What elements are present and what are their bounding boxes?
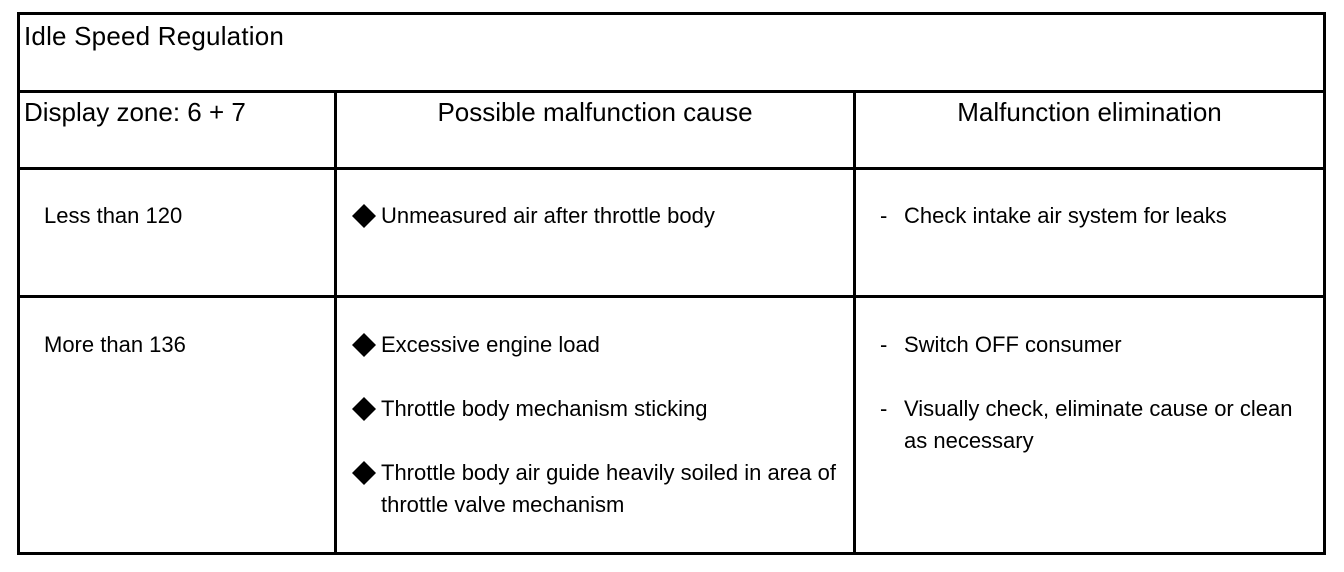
idle-speed-table bbox=[17, 12, 1326, 555]
elimination-text: Visually check, eliminate cause or clean as necessary bbox=[904, 396, 1293, 453]
elimination-cell bbox=[855, 297, 1325, 554]
cause-text: Throttle body mechanism sticking bbox=[381, 396, 708, 421]
cause-item bbox=[351, 393, 839, 425]
table-title: Idle Speed Regulation bbox=[19, 14, 1325, 92]
cause-cell bbox=[336, 169, 855, 297]
zone-cell: More than 136 bbox=[19, 297, 336, 554]
elimination-text: Switch OFF consumer bbox=[904, 332, 1122, 357]
cause-text: Throttle body air guide heavily soiled in area of throttle valve mechanism bbox=[381, 460, 836, 517]
header-elimination: Malfunction elimination bbox=[855, 92, 1325, 169]
header-row bbox=[19, 92, 1325, 169]
cause-text: Unmeasured air after throttle body bbox=[381, 203, 715, 228]
table-row bbox=[19, 169, 1325, 297]
header-possible-cause: Possible malfunction cause bbox=[336, 92, 855, 169]
table-row bbox=[19, 297, 1325, 554]
elimination-item bbox=[880, 329, 1309, 361]
header-display-zone: Display zone: 6 + 7 bbox=[19, 92, 336, 169]
elimination-item bbox=[880, 200, 1309, 232]
dash-bullet: - bbox=[880, 396, 888, 421]
elimination-item bbox=[880, 393, 1309, 457]
elimination-text: Check intake air system for leaks bbox=[904, 203, 1227, 228]
diamond-bullet-icon bbox=[351, 393, 381, 425]
cause-item bbox=[351, 200, 839, 232]
dash-bullet: - bbox=[880, 203, 888, 228]
dash-bullet: - bbox=[880, 332, 888, 357]
diamond-bullet-icon bbox=[351, 200, 381, 232]
cause-cell bbox=[336, 297, 855, 554]
zone-cell: Less than 120 bbox=[19, 169, 336, 297]
diamond-bullet-icon bbox=[351, 329, 381, 361]
title-row bbox=[19, 14, 1325, 92]
cause-item bbox=[351, 329, 839, 361]
cause-text: Excessive engine load bbox=[381, 332, 600, 357]
elimination-cell bbox=[855, 169, 1325, 297]
cause-item bbox=[351, 457, 839, 521]
diamond-bullet-icon bbox=[351, 457, 381, 489]
